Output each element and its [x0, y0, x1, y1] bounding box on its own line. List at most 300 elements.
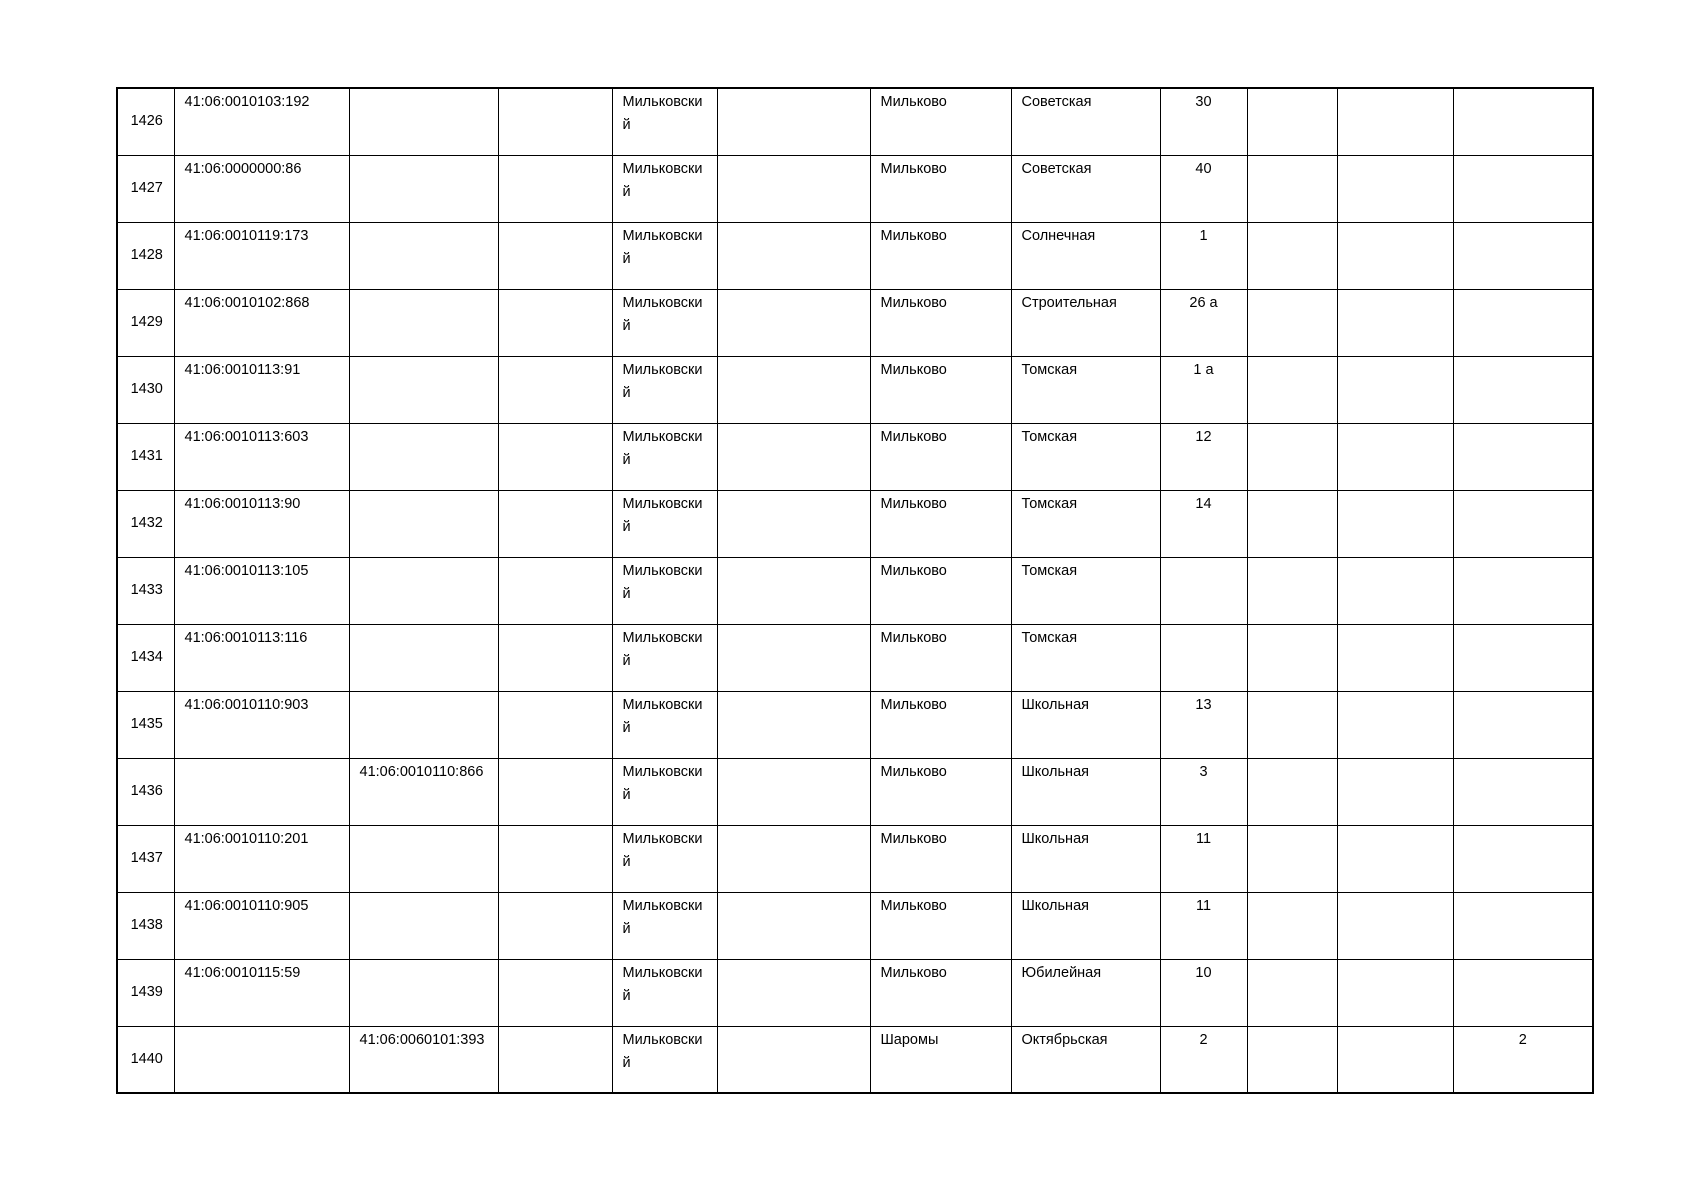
empty-cell	[717, 423, 870, 490]
row-number-text: 1437	[130, 850, 163, 866]
empty-cell	[498, 959, 612, 1026]
house-number-text: 3	[1199, 763, 1208, 780]
extra-value-text	[1454, 893, 1593, 895]
house-number-cell	[1160, 825, 1247, 892]
cadastral-number-2-cell	[349, 959, 498, 1026]
house-number-text: 10	[1195, 964, 1212, 981]
table-row	[117, 356, 1593, 423]
empty-cell	[498, 88, 612, 155]
house-number-cell	[1160, 624, 1247, 691]
empty-cell	[717, 758, 870, 825]
row-number-text: 1430	[130, 381, 163, 397]
house-number-text: 13	[1195, 696, 1212, 713]
extra-value-cell	[1453, 1026, 1593, 1093]
empty-cell	[1247, 155, 1337, 222]
empty-cell	[498, 289, 612, 356]
locality-text: Мильково	[880, 361, 947, 378]
row-number-text: 1428	[130, 247, 163, 263]
house-number-cell	[1160, 423, 1247, 490]
house-number-text: 11	[1195, 830, 1212, 847]
district-text: Мильковский	[622, 361, 703, 401]
cadastral-number-text: 41:06:0010110:903	[184, 696, 309, 713]
extra-value-text: 2	[1518, 1031, 1527, 1048]
district-cell	[612, 155, 717, 222]
table-row	[117, 423, 1593, 490]
locality-cell	[870, 758, 1011, 825]
extra-value-cell	[1453, 691, 1593, 758]
empty-cell	[498, 1026, 612, 1093]
street-cell	[1011, 155, 1160, 222]
cadastral-number-2-text	[350, 357, 498, 359]
row-number-cell	[117, 758, 174, 825]
empty-cell	[498, 222, 612, 289]
empty-cell	[1337, 557, 1453, 624]
district-text: Мильковский	[622, 1031, 703, 1071]
district-text: Мильковский	[622, 562, 703, 602]
street-cell	[1011, 222, 1160, 289]
empty-cell	[1247, 356, 1337, 423]
table-row	[117, 88, 1593, 155]
table-row	[117, 1026, 1593, 1093]
cadastral-number-2-text	[350, 290, 498, 292]
empty-cell	[498, 423, 612, 490]
cadastral-number-2-cell	[349, 624, 498, 691]
extra-value-text	[1454, 960, 1593, 962]
house-number-cell	[1160, 490, 1247, 557]
district-cell	[612, 557, 717, 624]
row-number-cell	[117, 356, 174, 423]
cadastral-number-text: 41:06:0010119:173	[184, 227, 309, 244]
district-text: Мильковский	[622, 160, 703, 200]
locality-cell	[870, 222, 1011, 289]
street-text: Советская	[1021, 160, 1092, 177]
house-number-text: 2	[1199, 1031, 1208, 1048]
street-text: Томская	[1021, 495, 1078, 512]
locality-text: Мильково	[880, 94, 947, 110]
house-number-text	[1161, 558, 1247, 560]
row-number-cell	[117, 959, 174, 1026]
locality-cell	[870, 490, 1011, 557]
empty-cell	[717, 1026, 870, 1093]
street-text: Солнечная	[1021, 227, 1096, 244]
district-cell	[612, 691, 717, 758]
extra-value-cell	[1453, 758, 1593, 825]
house-number-text	[1161, 625, 1247, 627]
cadastral-number-2-text	[350, 826, 498, 828]
house-number-text: 11	[1195, 897, 1212, 914]
street-text: Юбилейная	[1021, 964, 1102, 981]
cadastral-number-text: 41:06:0010113:90	[184, 495, 301, 512]
empty-cell	[717, 892, 870, 959]
empty-cell	[1247, 88, 1337, 155]
row-number-text: 1436	[130, 783, 163, 799]
cadastral-number-2-text	[350, 424, 498, 426]
district-text: Мильковский	[622, 294, 703, 334]
district-text: Мильковский	[622, 696, 703, 736]
house-number-text: 26 а	[1189, 294, 1218, 311]
locality-cell	[870, 356, 1011, 423]
locality-cell	[870, 691, 1011, 758]
cadastral-number-2-text	[350, 156, 498, 158]
row-number-cell	[117, 88, 174, 155]
empty-cell	[1247, 959, 1337, 1026]
row-number-cell	[117, 892, 174, 959]
district-cell	[612, 758, 717, 825]
district-cell	[612, 892, 717, 959]
row-number-cell	[117, 624, 174, 691]
cadastral-number-2-text: 41:06:0060101:393	[359, 1031, 485, 1048]
empty-cell	[717, 356, 870, 423]
row-number-cell	[117, 222, 174, 289]
district-cell	[612, 825, 717, 892]
extra-value-text	[1454, 156, 1593, 158]
row-number-cell	[117, 490, 174, 557]
empty-cell	[1337, 423, 1453, 490]
locality-text: Мильково	[880, 495, 947, 512]
row-number-cell	[117, 557, 174, 624]
street-text: Школьная	[1021, 897, 1089, 914]
empty-cell	[498, 825, 612, 892]
street-text: Строительная	[1021, 294, 1117, 311]
house-number-cell	[1160, 155, 1247, 222]
row-number-text: 1435	[130, 716, 163, 732]
row-number-text: 1429	[130, 314, 163, 330]
empty-cell	[1247, 557, 1337, 624]
cadastral-number-2-cell	[349, 892, 498, 959]
table-row	[117, 490, 1593, 557]
house-number-text: 14	[1195, 495, 1212, 512]
extra-value-cell	[1453, 222, 1593, 289]
house-number-cell	[1160, 892, 1247, 959]
cadastral-number-cell	[174, 959, 349, 1026]
house-number-cell	[1160, 691, 1247, 758]
house-number-text: 12	[1195, 428, 1212, 445]
row-number-cell	[117, 289, 174, 356]
row-number-cell	[117, 1026, 174, 1093]
district-text: Мильковский	[622, 428, 703, 468]
extra-value-cell	[1453, 892, 1593, 959]
locality-cell	[870, 423, 1011, 490]
empty-cell	[717, 959, 870, 1026]
locality-text: Мильково	[880, 294, 947, 311]
table-row	[117, 825, 1593, 892]
cadastral-number-cell	[174, 1026, 349, 1093]
table-row	[117, 222, 1593, 289]
empty-cell	[1247, 825, 1337, 892]
empty-cell	[1247, 758, 1337, 825]
locality-cell	[870, 892, 1011, 959]
cadastral-number-text: 41:06:0010103:192	[184, 94, 310, 110]
district-cell	[612, 1026, 717, 1093]
empty-cell	[1247, 289, 1337, 356]
cadastral-number-cell	[174, 892, 349, 959]
cadastral-number-text	[175, 1027, 349, 1029]
registry-table-body	[117, 88, 1593, 1093]
empty-cell	[498, 356, 612, 423]
extra-value-text	[1454, 558, 1593, 560]
locality-text: Мильково	[880, 964, 947, 981]
cadastral-number-cell	[174, 490, 349, 557]
cadastral-number-2-text	[350, 89, 498, 91]
cadastral-number-2-cell	[349, 88, 498, 155]
locality-text: Мильково	[880, 696, 947, 713]
extra-value-text	[1454, 89, 1593, 91]
table-row	[117, 758, 1593, 825]
street-cell	[1011, 758, 1160, 825]
cadastral-number-cell	[174, 624, 349, 691]
house-number-cell	[1160, 356, 1247, 423]
row-number-cell	[117, 825, 174, 892]
cadastral-number-2-cell	[349, 356, 498, 423]
district-cell	[612, 959, 717, 1026]
street-cell	[1011, 557, 1160, 624]
table-row	[117, 557, 1593, 624]
cadastral-number-cell	[174, 222, 349, 289]
cadastral-number-text: 41:06:0010113:105	[184, 562, 309, 579]
extra-value-cell	[1453, 825, 1593, 892]
locality-cell	[870, 155, 1011, 222]
extra-value-cell	[1453, 557, 1593, 624]
table-row	[117, 289, 1593, 356]
cadastral-number-text: 41:06:0000000:86	[184, 160, 302, 177]
house-number-cell	[1160, 758, 1247, 825]
empty-cell	[498, 155, 612, 222]
extra-value-cell	[1453, 289, 1593, 356]
street-text: Томская	[1021, 428, 1078, 445]
cadastral-number-text: 41:06:0010113:603	[184, 428, 309, 445]
street-cell	[1011, 691, 1160, 758]
empty-cell	[717, 222, 870, 289]
cadastral-number-cell	[174, 691, 349, 758]
empty-cell	[1337, 758, 1453, 825]
house-number-cell	[1160, 959, 1247, 1026]
empty-cell	[1337, 624, 1453, 691]
row-number-text: 1438	[130, 917, 163, 933]
extra-value-text	[1454, 826, 1593, 828]
empty-cell	[1337, 892, 1453, 959]
street-text: Школьная	[1021, 696, 1089, 713]
street-text: Томская	[1021, 629, 1078, 646]
district-cell	[612, 88, 717, 155]
cadastral-number-2-cell	[349, 1026, 498, 1093]
cadastral-number-2-text	[350, 558, 498, 560]
locality-cell	[870, 88, 1011, 155]
cadastral-number-2-cell	[349, 825, 498, 892]
extra-value-cell	[1453, 356, 1593, 423]
street-cell	[1011, 959, 1160, 1026]
cadastral-number-text: 41:06:0010110:905	[184, 897, 309, 914]
cadastral-number-text	[175, 759, 349, 761]
street-cell	[1011, 88, 1160, 155]
row-number-text: 1432	[130, 515, 163, 531]
row-number-cell	[117, 691, 174, 758]
empty-cell	[1337, 88, 1453, 155]
empty-cell	[717, 289, 870, 356]
extra-value-cell	[1453, 959, 1593, 1026]
empty-cell	[717, 490, 870, 557]
cadastral-number-2-cell	[349, 423, 498, 490]
empty-cell	[498, 758, 612, 825]
extra-value-cell	[1453, 423, 1593, 490]
cadastral-number-2-cell	[349, 557, 498, 624]
house-number-cell	[1160, 88, 1247, 155]
street-text: Томская	[1021, 562, 1078, 579]
cadastral-number-2-cell	[349, 691, 498, 758]
locality-cell	[870, 557, 1011, 624]
row-number-text: 1434	[130, 649, 163, 665]
cadastral-number-cell	[174, 557, 349, 624]
row-number-text: 1440	[130, 1050, 163, 1067]
empty-cell	[717, 88, 870, 155]
empty-cell	[1337, 356, 1453, 423]
locality-text: Мильково	[880, 562, 947, 579]
street-cell	[1011, 423, 1160, 490]
cadastral-number-text: 41:06:0010115:59	[184, 964, 301, 981]
house-number-cell	[1160, 289, 1247, 356]
locality-text: Мильково	[880, 897, 947, 914]
extra-value-cell	[1453, 490, 1593, 557]
district-cell	[612, 356, 717, 423]
cadastral-number-2-text	[350, 960, 498, 962]
locality-text: Мильково	[880, 830, 947, 847]
street-cell	[1011, 289, 1160, 356]
locality-cell	[870, 825, 1011, 892]
table-row	[117, 155, 1593, 222]
locality-text: Мильково	[880, 428, 947, 445]
district-text: Мильковский	[622, 830, 703, 870]
row-number-text: 1431	[130, 448, 163, 464]
extra-value-text	[1454, 759, 1593, 761]
cadastral-number-2-text	[350, 692, 498, 694]
cadastral-number-2-cell	[349, 155, 498, 222]
locality-text: Мильково	[880, 227, 947, 244]
table-row	[117, 892, 1593, 959]
district-cell	[612, 624, 717, 691]
house-number-text: 1 а	[1193, 361, 1214, 378]
locality-text: Мильково	[880, 160, 947, 177]
table-row	[117, 691, 1593, 758]
table-row	[117, 624, 1593, 691]
empty-cell	[1247, 892, 1337, 959]
empty-cell	[1337, 289, 1453, 356]
street-text: Томская	[1021, 361, 1078, 378]
cadastral-number-text: 41:06:0010110:201	[184, 830, 309, 847]
empty-cell	[498, 490, 612, 557]
cadastral-number-2-cell	[349, 758, 498, 825]
cadastral-number-2-text: 41:06:0010110:866	[359, 763, 484, 780]
empty-cell	[498, 892, 612, 959]
locality-cell	[870, 959, 1011, 1026]
empty-cell	[717, 155, 870, 222]
empty-cell	[1337, 155, 1453, 222]
cadastral-number-text: 41:06:0010113:91	[184, 361, 301, 378]
cadastral-number-cell	[174, 289, 349, 356]
cadastral-number-text: 41:06:0010113:116	[184, 629, 308, 646]
cadastral-number-cell	[174, 825, 349, 892]
locality-cell	[870, 624, 1011, 691]
extra-value-cell	[1453, 624, 1593, 691]
cadastral-number-2-cell	[349, 289, 498, 356]
empty-cell	[1247, 1026, 1337, 1093]
table-row	[117, 959, 1593, 1026]
registry-table	[116, 87, 1594, 1094]
empty-cell	[717, 691, 870, 758]
empty-cell	[1247, 691, 1337, 758]
row-number-text: 1427	[130, 180, 163, 196]
empty-cell	[1337, 825, 1453, 892]
empty-cell	[1337, 959, 1453, 1026]
empty-cell	[717, 624, 870, 691]
street-cell	[1011, 892, 1160, 959]
locality-text: Шаромы	[880, 1031, 939, 1048]
empty-cell	[717, 557, 870, 624]
empty-cell	[1337, 490, 1453, 557]
cadastral-number-cell	[174, 88, 349, 155]
district-text: Мильковский	[622, 763, 703, 803]
row-number-cell	[117, 423, 174, 490]
district-text: Мильковский	[622, 629, 703, 669]
house-number-text: 1	[1199, 227, 1208, 244]
street-cell	[1011, 825, 1160, 892]
empty-cell	[498, 691, 612, 758]
empty-cell	[498, 624, 612, 691]
extra-value-text	[1454, 424, 1593, 426]
cadastral-number-2-cell	[349, 490, 498, 557]
locality-cell	[870, 289, 1011, 356]
extra-value-text	[1454, 625, 1593, 627]
district-cell	[612, 423, 717, 490]
district-text: Мильковский	[622, 495, 703, 535]
house-number-cell	[1160, 222, 1247, 289]
extra-value-cell	[1453, 155, 1593, 222]
empty-cell	[1337, 1026, 1453, 1093]
district-cell	[612, 289, 717, 356]
locality-text: Мильково	[880, 763, 947, 780]
locality-cell	[870, 1026, 1011, 1093]
street-cell	[1011, 624, 1160, 691]
street-cell	[1011, 356, 1160, 423]
district-text: Мильковский	[622, 227, 703, 267]
cadastral-number-2-text	[350, 625, 498, 627]
district-cell	[612, 222, 717, 289]
row-number-text: 1433	[130, 582, 163, 598]
district-cell	[612, 490, 717, 557]
empty-cell	[1247, 624, 1337, 691]
row-number-text: 1439	[130, 984, 163, 1000]
street-text: Школьная	[1021, 830, 1089, 847]
empty-cell	[1337, 691, 1453, 758]
street-cell	[1011, 1026, 1160, 1093]
street-text: Советская	[1021, 94, 1092, 110]
empty-cell	[1247, 490, 1337, 557]
street-text: Школьная	[1021, 763, 1089, 780]
extra-value-text	[1454, 223, 1593, 225]
cadastral-number-2-text	[350, 893, 498, 895]
empty-cell	[1247, 222, 1337, 289]
extra-value-text	[1454, 491, 1593, 493]
cadastral-number-cell	[174, 423, 349, 490]
extra-value-text	[1454, 290, 1593, 292]
cadastral-number-cell	[174, 155, 349, 222]
empty-cell	[717, 825, 870, 892]
empty-cell	[498, 557, 612, 624]
extra-value-text	[1454, 692, 1593, 694]
house-number-cell	[1160, 1026, 1247, 1093]
house-number-text: 40	[1195, 160, 1212, 177]
extra-value-text	[1454, 357, 1593, 359]
district-text: Мильковский	[622, 964, 703, 1004]
cadastral-number-2-cell	[349, 222, 498, 289]
